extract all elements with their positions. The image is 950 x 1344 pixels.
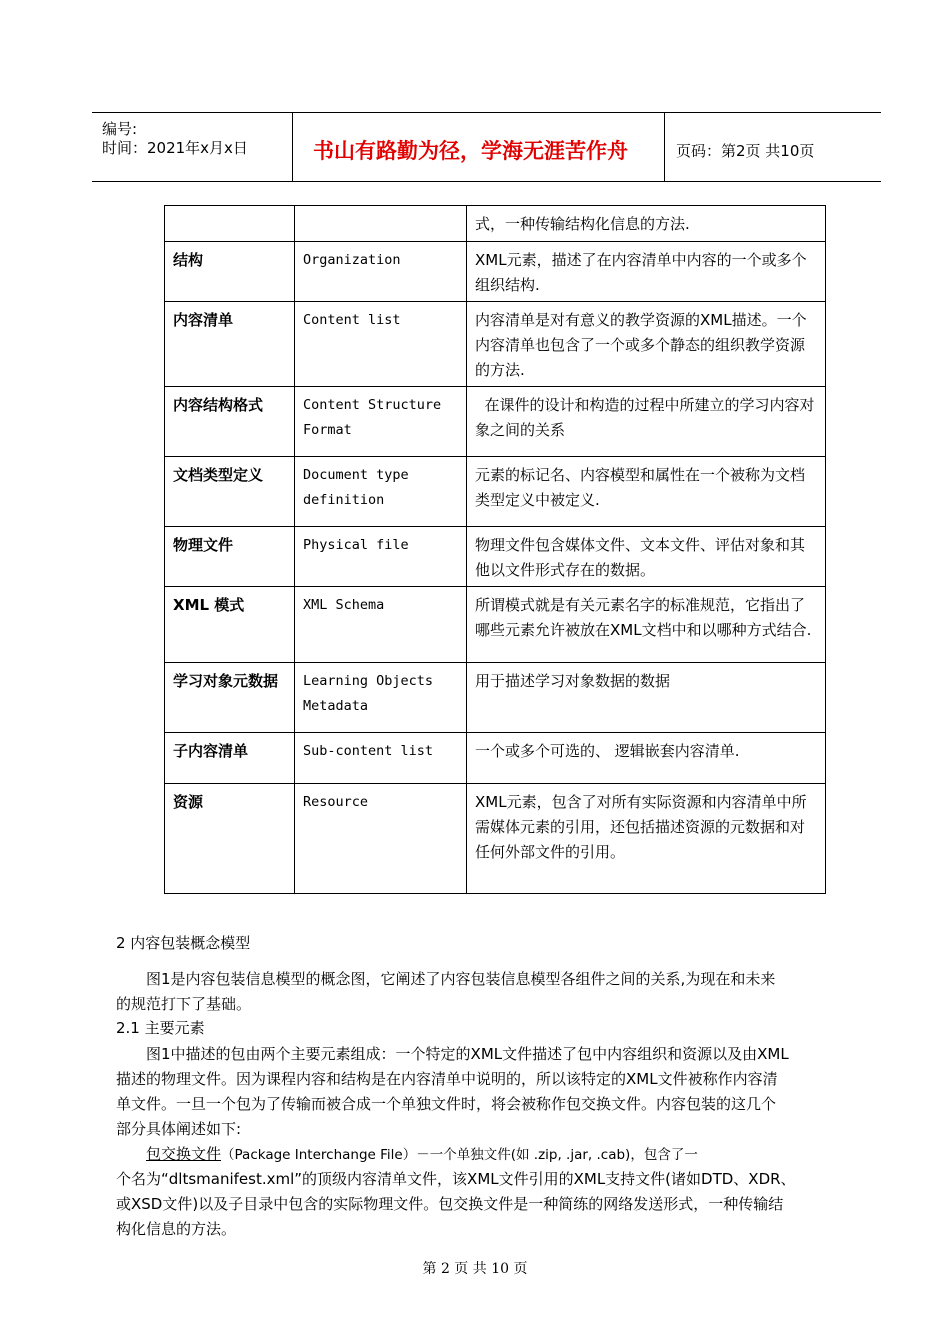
- page-footer: 第 2 页 共 10 页: [422, 1261, 528, 1277]
- term-cell: XML 模式: [165, 587, 295, 663]
- english-term-cell: Sub-content list: [295, 733, 467, 784]
- paragraph-line: 个名为“dltsmanifest.xml”的顶级内容清单文件，该XML文件引用的XML支持文件(诸如DTD、XDR、: [116, 1170, 796, 1188]
- description-cell: 在课件的设计和构造的过程中所建立的学习内容对象之间的关系: [467, 387, 826, 457]
- description-cell: 内容清单是对有意义的教学资源的XML描述。一个内容清单也包含了一个或多个静态的组织教学资源的方法.: [467, 302, 826, 387]
- description-cell: 式，一种传输结构化信息的方法.: [467, 206, 826, 242]
- subsection-heading: 2.1 主要元素: [116, 1019, 205, 1037]
- english-term-cell: Physical file: [295, 527, 467, 587]
- table-row: [165, 387, 826, 457]
- paragraph-line: 构化信息的方法。: [116, 1220, 237, 1238]
- term-cell: 内容清单: [165, 302, 295, 387]
- paragraph-line: 单文件。一旦一个包为了传输而被合成一个单独文件时，将会被称作包交换文件。内容包装的这几个: [116, 1095, 777, 1113]
- term-cell: 资源: [165, 784, 295, 894]
- glossary-table: [164, 205, 826, 894]
- document-time-label: 时间：2021年x月x日: [102, 139, 248, 157]
- paragraph-line: 部分具体阐述如下:: [116, 1120, 242, 1138]
- table-row: [165, 784, 826, 894]
- table-row: [165, 242, 826, 302]
- paragraph-line: 的规范打下了基础。: [116, 995, 252, 1013]
- description-cell: 物理文件包含媒体文件、文本文件、评估对象和其他以文件形式存在的数据。: [467, 527, 826, 587]
- term-cell: 内容结构格式: [165, 387, 295, 457]
- table-row: [165, 457, 826, 527]
- description-cell: 元素的标记名、内容模型和属性在一个被称为文档类型定义中被定义.: [467, 457, 826, 527]
- english-term-cell: Learning Objects Metadata: [295, 663, 467, 733]
- table-row: [165, 527, 826, 587]
- table-row: [165, 733, 826, 784]
- term-cell: 物理文件: [165, 527, 295, 587]
- paragraph-line: [146, 1142, 698, 1167]
- english-term-cell: [295, 206, 467, 242]
- english-term-cell: Content list: [295, 302, 467, 387]
- term-cell: 结构: [165, 242, 295, 302]
- header-divider: [664, 113, 665, 181]
- term-cell: 学习对象元数据: [165, 663, 295, 733]
- paragraph-line: 图1是内容包装信息模型的概念图，它阐述了内容包装信息模型各组件之间的关系,为现在和未来: [146, 970, 776, 988]
- page-header: [92, 112, 881, 182]
- description-cell: XML元素，包含了对所有实际资源和内容清单中所需媒体元素的引用，还包括描述资源的元数据和对任何外部文件的引用。: [467, 784, 826, 894]
- english-term-cell: Organization: [295, 242, 467, 302]
- description-cell: 一个或多个可选的、 逻辑嵌套内容清单.: [467, 733, 826, 784]
- paragraph-line: 描述的物理文件。因为课程内容和结构是在内容清单中说明的，所以该特定的XML文件被称作内容清: [116, 1070, 778, 1088]
- english-term-cell: Document type definition: [295, 457, 467, 527]
- description-cell: 所谓模式就是有关元素名字的标准规范，它指出了哪些元素允许被放在XML文档中和以哪种方式结合.: [467, 587, 826, 663]
- section-heading: 2 内容包装概念模型: [116, 934, 251, 952]
- english-term-cell: Resource: [295, 784, 467, 894]
- term-cell: [165, 206, 295, 242]
- english-term-cell: XML Schema: [295, 587, 467, 663]
- table-row: [165, 302, 826, 387]
- table-row: [165, 587, 826, 663]
- paragraph-line: 或XSD文件)以及子目录中包含的实际物理文件。包交换文件是一种简练的网络发送形式，一种传输结: [116, 1195, 784, 1213]
- header-motto: 书山有路勤为径，学海无涯苦作舟: [313, 139, 628, 163]
- paragraph-line: 图1中描述的包由两个主要元素组成：一个特定的XML文件描述了包中内容组织和资源以及由XML: [146, 1045, 789, 1063]
- package-interchange-file-term: 包交换文件: [146, 1145, 222, 1163]
- header-divider: [292, 113, 293, 181]
- document-number-label: 编号:: [102, 120, 138, 138]
- term-cell: 文档类型定义: [165, 457, 295, 527]
- description-cell: XML元素，描述了在内容清单中内容的一个或多个组织结构.: [467, 242, 826, 302]
- english-term-cell: Content Structure Format: [295, 387, 467, 457]
- table-row: [165, 663, 826, 733]
- term-cell: 子内容清单: [165, 733, 295, 784]
- header-page-number: 页码：第2页 共10页: [676, 142, 815, 160]
- paragraph-text: （Package Interchange File）－一个单独文件(如 .zip, .jar, .cab)，包含了一: [221, 1147, 698, 1163]
- description-cell: 用于描述学习对象数据的数据: [467, 663, 826, 733]
- table-row: [165, 206, 826, 242]
